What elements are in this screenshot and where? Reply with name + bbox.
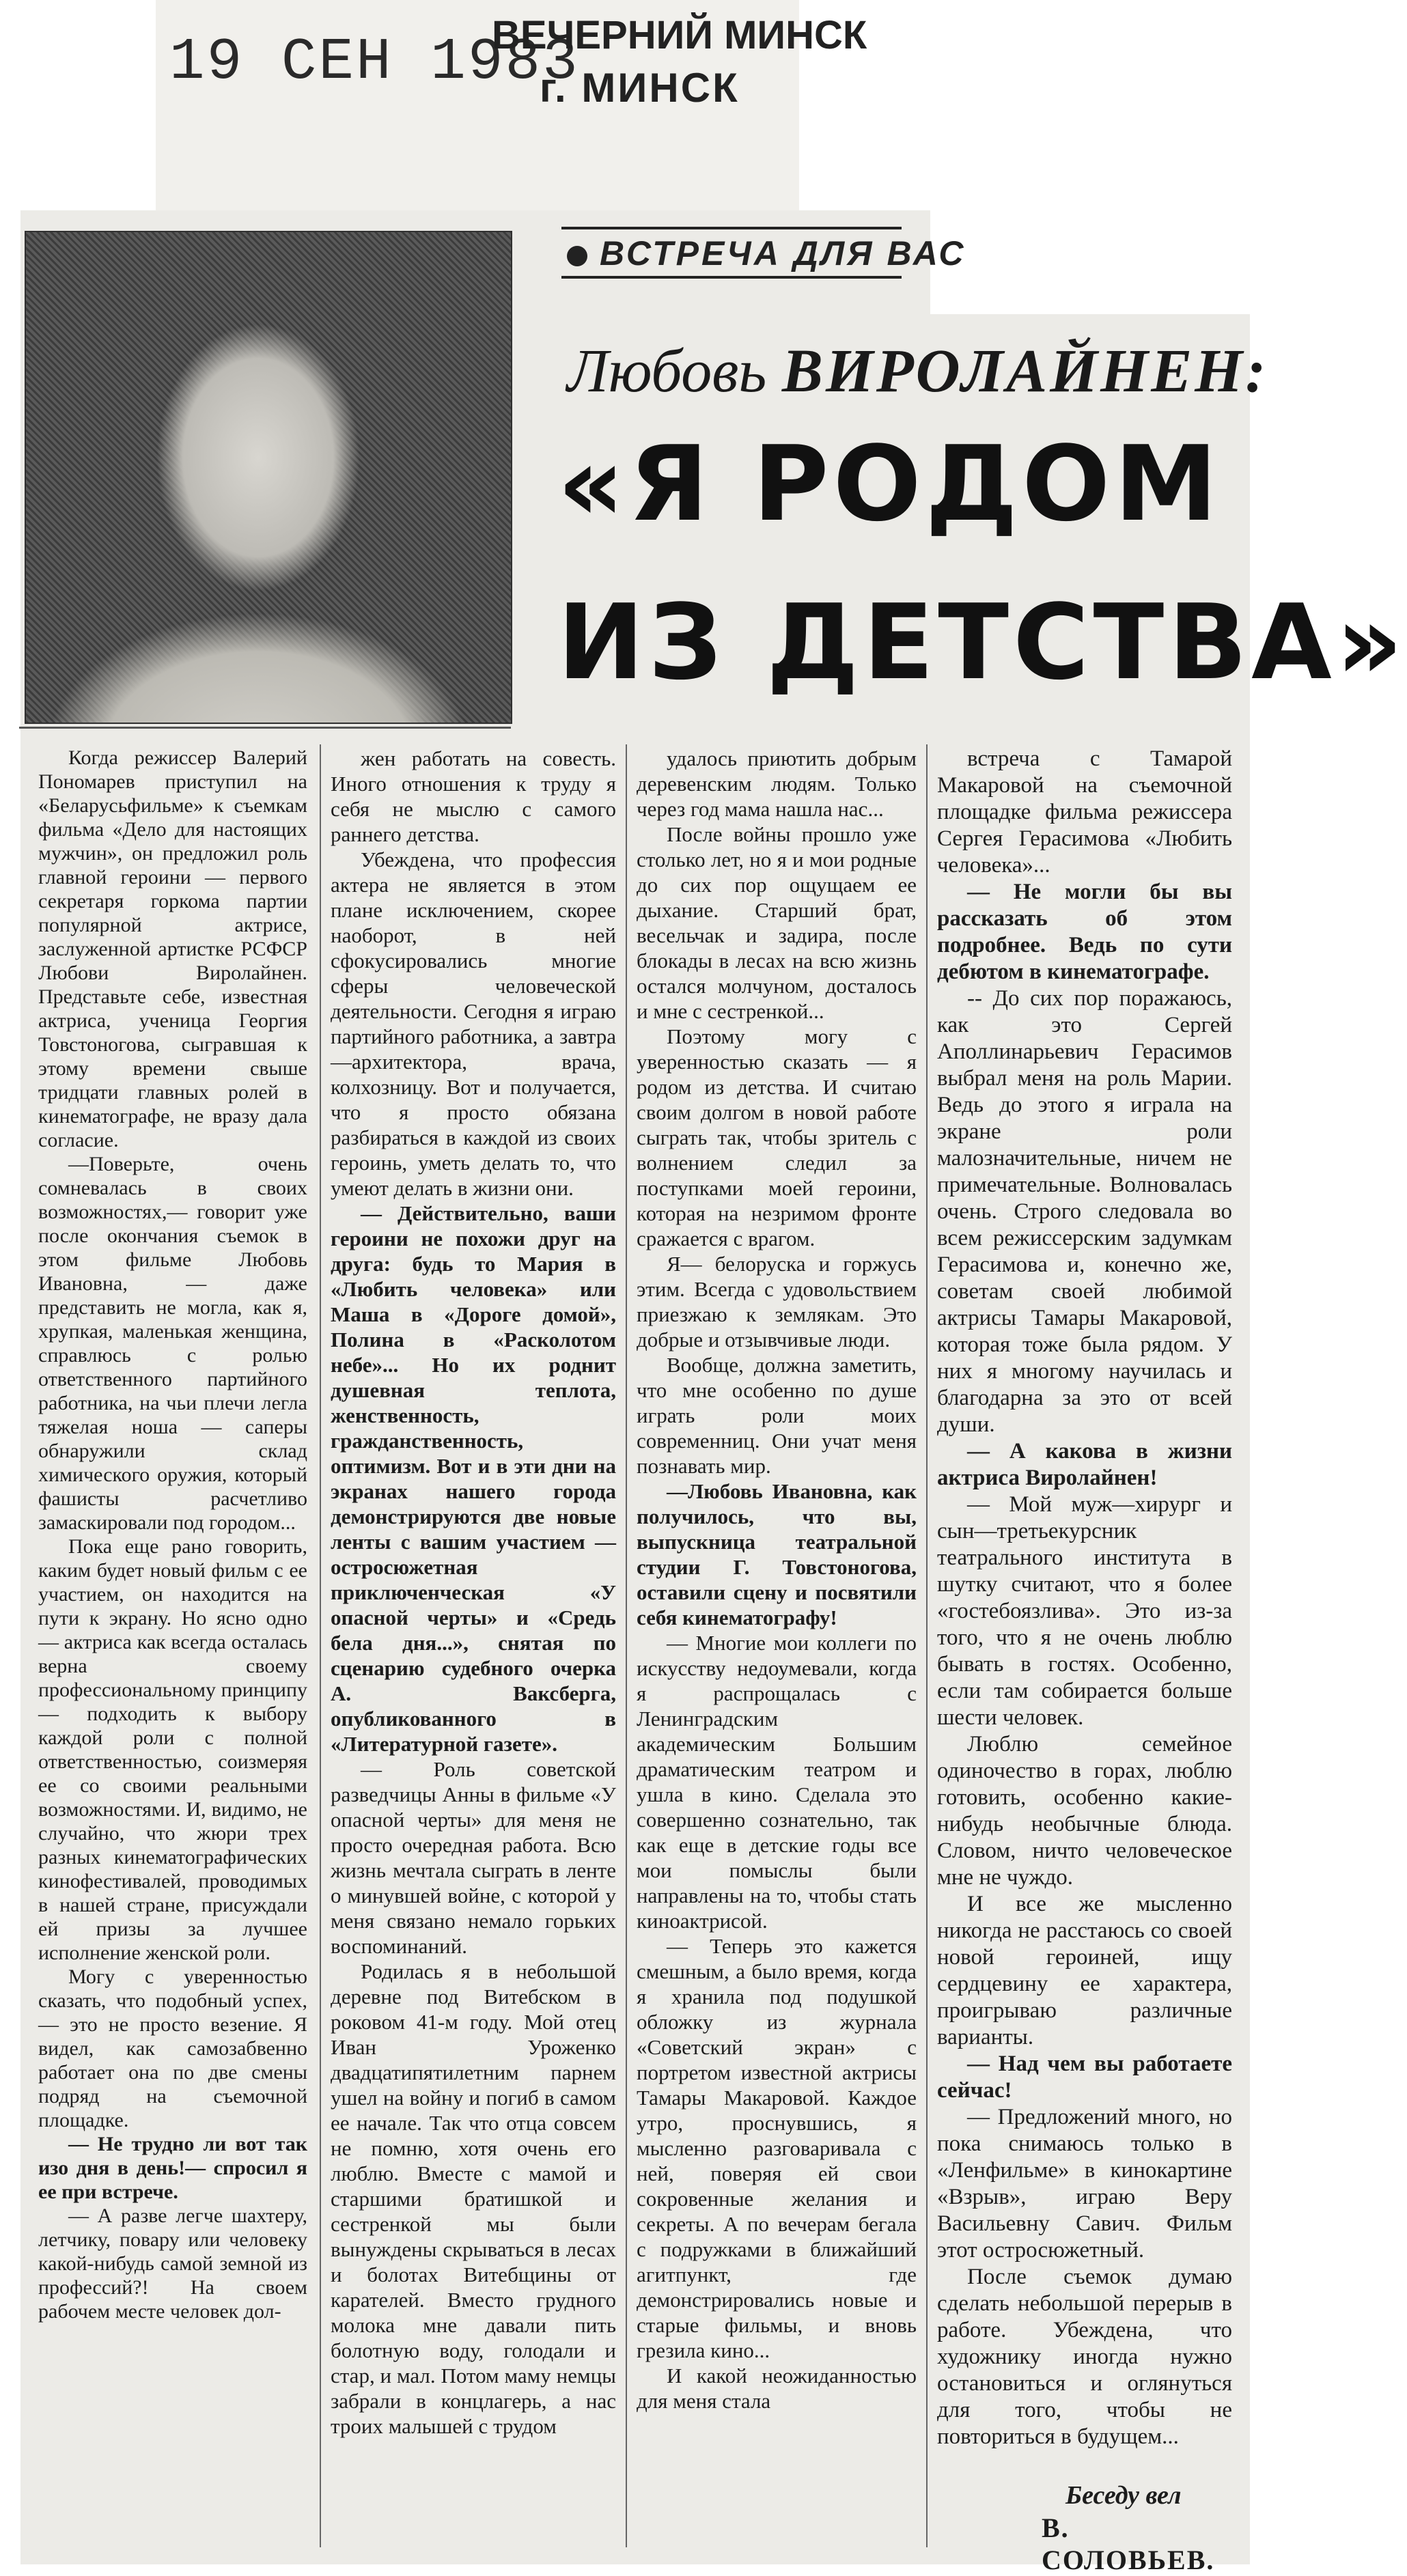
article-paragraph: — А какова в жизни актриса Виролайнен! — [937, 1439, 1232, 1490]
rubric-rule-bottom — [561, 276, 902, 279]
article-paragraph: Могу с уверенностью сказать, что подобный успех, — это не просто везение. Я видел, как самозабвенно работает она по две смены подряд на съемочной площадке. — [38, 1965, 307, 2131]
article-paragraph: —Любовь Ивановна, как получилось, что вы, выпускница театральной студии Г. Товстоногова, оставили сцену и посвятили себя кинематографу! — [637, 1479, 917, 1629]
article-paragraph: После съемок думаю сделать небольшой перерыв в работе. Убеждена, что художнику иногда нужно остановиться и оглянуться для того, чтобы не повториться в будущем... — [937, 2265, 1232, 2449]
rubric-label: ВСТРЕЧА ДЛЯ ВАС — [600, 234, 966, 272]
signature-intro: Беседу вел — [1065, 2481, 1182, 2510]
headline-surname: ВИРОЛАЙНЕН: — [781, 337, 1269, 405]
city-stamp: г. МИНСК — [540, 65, 740, 111]
newspaper-stamp: ВЕЧЕРНИЙ МИНСК — [492, 13, 867, 57]
article-paragraph: — Предложений много, но пока снимаюсь только в «Ленфильме» в кинокартине «Взрыв», играю Веру Васильевну Савич. Фильм этот остросюжетный. — [937, 2105, 1232, 2263]
article-paragraph: Люблю семейное одиночество в горах, люблю готовить, особенно какие-нибудь необычные блюда. Словом, ничто человеческое мне не чуждо. — [937, 1732, 1232, 1890]
article-paragraph: Когда режиссер Валерий Пономарев приступил на «Беларусьфильме» к съемкам фильма «Дело для настоящих мужчин», он предложил роль главной героини — первого секретаря горкома партии популярной актрисе, заслуженной артистке РСФСР Любови Виролайнен. Представьте себе, известная актриса, ученица Георгия Товстоногова, сыгравшая к этому времени свыше тридцати главных ролей в кинематографе, не вразу дала согласие. — [38, 746, 307, 1151]
article-paragraph: — Роль советской разведчицы Анны в фильме «У опасной черты» для меня не просто очередная работа. Всю жизнь мечтала сыграть в ленте о минувшей войне, с которой у меня связано немало горьких воспоминаний. — [331, 1757, 616, 1958]
article-paragraph: Убеждена, что профессия актера не является в этом плане исключением, скорее наоборот, в ней сфокусировались многие сферы человеческой деятельности. Сегодня я играю партийного работника, а завтра —архитектора, врача, колхозницу. Вот и получается, что я просто обязана разбираться в каждой из своих героинь, уметь делать то, что умеют делать в жизни они. — [331, 848, 616, 1200]
headline-first-name: Любовь — [567, 337, 767, 405]
article-paragraph: — Над чем вы работаете сейчас! — [937, 2052, 1232, 2103]
rubric — [567, 234, 966, 273]
article-paragraph: —Поверьте, очень сомневалась в своих возможностях,— говорит уже после окончания съемок в этом фильме Любовь Ивановна, — даже представить не могла, как я, хрупкая, маленькая женщина, справлюсь с ролью ответственного партийного работника, на чьи плечи легла тяжелая ноша — саперы обнаружили склад химического оружия, который фашисты расчетливо замаскировали под городом... — [38, 1153, 307, 1534]
article-paragraph: встреча с Тамарой Макаровой на съемочной площадке фильма режиссера Сергея Герасимова «Любить человека»... — [937, 746, 1232, 878]
article-column-2 — [331, 746, 616, 2439]
headline-line-1: «Я РОДОМ — [557, 423, 1222, 544]
article-paragraph: И все же мысленно никогда не расстаюсь со своей новой героиней, ищу сердцевину ее характера, проигрываю различные варианты. — [937, 1892, 1232, 2049]
article-paragraph: — Мой муж—хирург и сын—третьекурсник театрального института в шутку считают, что я более «гостебоязлива». Это из-за того, что я не очень люблю бывать в гостях. Особенно, если там собирается больше шести человек. — [937, 1492, 1232, 1730]
article-paragraph: — Действительно, ваши героини не похожи друг на друга: будь то Мария в «Любить человека» или Маша в «Дороге домой», Полина в «Расколотом небе»... Но их роднит душевная теплота, женственность, гражданственность, оптимизм. Вот и в эти дни на экранах нашего города демонстрируются две новые ленты с вашим участием — остросюжетная приключенческая «У опасной черты» и «Средь бела дня...», снятая по сценарию судебного очерка А. Ваксберга, опубликованного в «Литературной газете». — [331, 1201, 616, 1756]
signature-author: В. СОЛОВЬЕВ. — [1042, 2512, 1215, 2575]
article-paragraph: — А разве легче шахтеру, летчику, повару или человеку какой-нибудь самой земной из профессий?! На своем рабочем месте человек дол- — [38, 2204, 307, 2323]
article-paragraph: После войны прошло уже столько лет, но я и мои родные до сих пор ощущаем ее дыхание. Старший брат, весельчак и задира, после блокады в лесах на всю жизнь остался молчуном, досталось и мне с сестренкой... — [637, 822, 917, 1023]
clipping-torn-edge — [930, 205, 1251, 314]
article-paragraph: — Не могли бы вы рассказать об этом подробнее. Ведь по сути дебютом в кинематографе. — [937, 880, 1232, 984]
headline-line-2: ИЗ ДЕТСТВА» — [557, 582, 1407, 703]
article-paragraph: удалось приютить добрым деревенским людям. Только через год мама нашла нас... — [637, 746, 917, 821]
article-paragraph: — Теперь это кажется смешным, а было время, когда я хранила под подушкой обложку из журнала «Советский экран» с портретом известной актрисы Тамары Макаровой. Каждое утро, проснувшись, я мысленно разговаривала с ней, поверяя ей свои сокровенные желания и секреты. А по вечерам бегала с подружками в ближайший агитпункт, где демонстрировались новые и старые фильмы, и вновь грезила кино... — [637, 1934, 917, 2362]
date-stamp: 19 СЕН 1983 — [169, 29, 580, 96]
article-paragraph: Поэтому могу с уверенностью сказать — я родом из детства. И считаю своим долгом в новой работе сыграть так, чтобы зритель с волнением следил за поступками моей героини, которая на незримом фронте сражается с врагом. — [637, 1024, 917, 1250]
rubric-rule-top — [561, 227, 902, 229]
bullet-icon — [567, 246, 587, 266]
article-paragraph: жен работать на совесть. Иного отношения к труду я себя не мыслю с самого раннего детства. — [331, 746, 616, 846]
article-paragraph: -- До сих пор поражаюсь, как это Сергей Аполлинарьевич Герасимов выбрал меня на роль Марии. Ведь до этого я играла на экране роли малозначительные, ничем не примечательные. Волновалась очень. Строго следовала во всем режиссерским задумкам Герасимова и, конечно же, советам своей любимой актрисы Тамары Макаровой, которая тоже была рядом. У них я многому научилась и благодарна за это от всей души. — [937, 986, 1232, 1437]
article-column-1 — [38, 746, 307, 2323]
column-divider — [926, 744, 928, 2547]
article-paragraph: — Многие мои коллеги по искусству недоумевали, когда я распрощалась с Ленинградским академическим Большим драматическим театром и ушла в кино. Сделала это совершенно сознательно, так как еще в детские годы все мои помыслы были направлены на то, чтобы стать киноактрисой. — [637, 1631, 917, 1933]
article-column-3 — [637, 746, 917, 2413]
article-paragraph: И какой неожиданностью для меня стала — [637, 2364, 917, 2413]
article-paragraph: Вообще, должна заметить, что мне особенно по душе играть роли моих современниц. Они учат меня познавать мир. — [637, 1353, 917, 1478]
article-column-4 — [937, 746, 1232, 2450]
article-paragraph: Я— белоруска и горжусь этим. Всегда с удовольствием приезжаю к землякам. Это добрые и отзывчивые люди. — [637, 1252, 917, 1352]
article-paragraph: — Не трудно ли вот так изо дня в день!— спросил я ее при встрече. — [38, 2133, 307, 2203]
photo-underline — [19, 727, 511, 729]
headline-name — [567, 336, 1268, 406]
article-paragraph: Родилась я в небольшой деревне под Витебском в роковом 41-м году. Мой отец Иван Уроженко двадцатипятилетним парнем ушел на войну и погиб в самом ее начале. Так что отца совсем не помню, хотя очень его люблю. Вместе с мамой и старшими братишкой и сестренкой мы были вынуждены скрываться в лесах и болотах Витебщины от карателей. Вместо грудного молока мне давали пить болотную воду, голодали и стар, и мал. Потом маму немцы забрали в концлагерь, а нас троих малышей с трудом — [331, 1959, 616, 2438]
column-divider — [626, 744, 627, 2547]
actress-photo — [25, 231, 512, 724]
article-paragraph: Пока еще рано говорить, каким будет новый фильм с ее участием, он находится на пути к экрану. Но ясно одно — актриса как всегда осталась верна своему профессиональному принципу— подходить к выбору каждой роли с полной ответственностью, соизмеряя ее со своими реальными возможностями. И, видимо, не случайно, что жюри трех разных кинематографических кинофестивалей, проводимых в нашей стране, присуждали ей призы за лучшее исполнение женской роли. — [38, 1535, 307, 1964]
column-divider — [320, 744, 321, 2547]
